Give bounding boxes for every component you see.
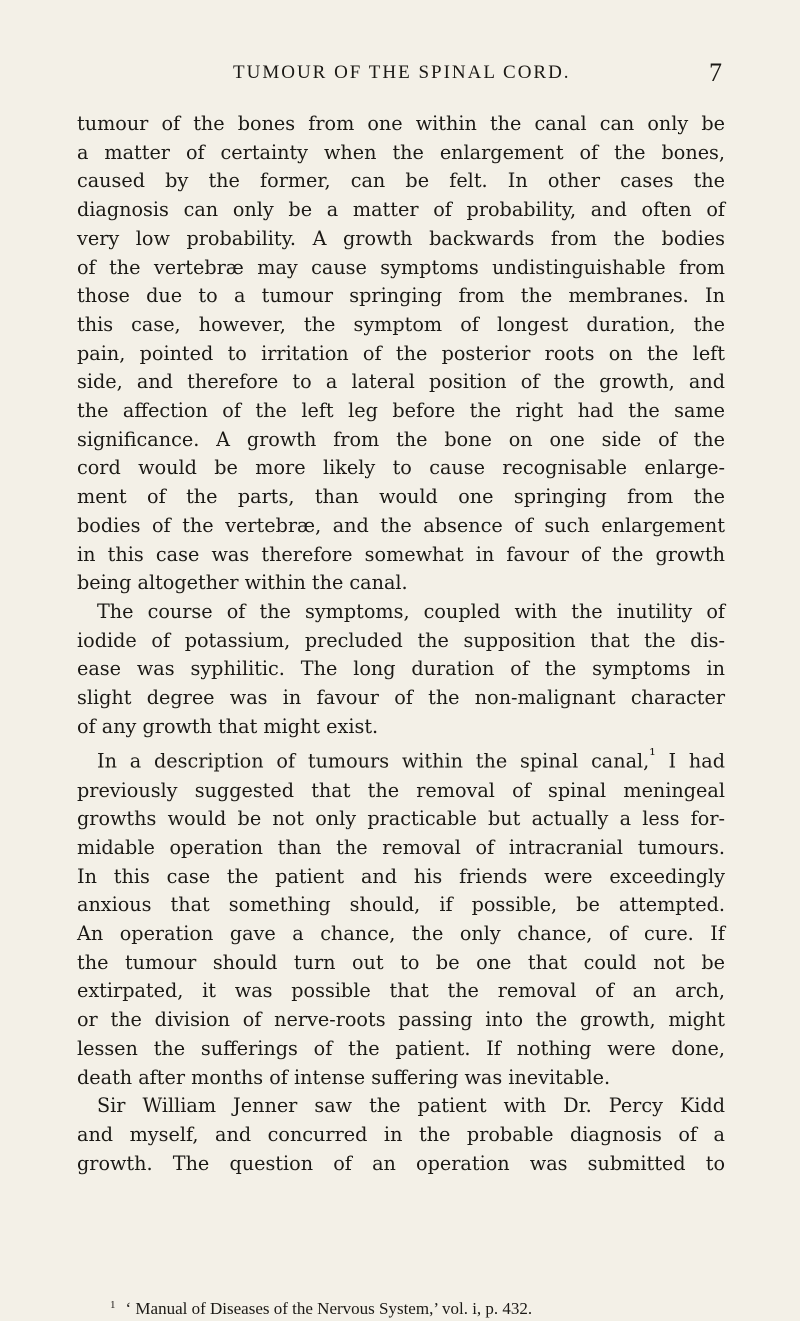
text-line: this case, however, the symptom of longest duration, the <box>77 312 725 336</box>
footnote-reference: ¹ <box>649 745 656 765</box>
text-line: growths would be not only practicable but actually a less for- <box>77 807 725 831</box>
paragraph-end-line: of any growth that might exist. <box>77 714 379 738</box>
text-line: pain, pointed to irritation of the posterior roots on the left <box>77 341 725 365</box>
text-line: An operation gave a chance, the only chance, of cure. If <box>77 922 725 946</box>
page-number: 7 <box>709 58 722 87</box>
text-line: of the vertebræ may cause symptoms undistinguishable from <box>77 255 725 279</box>
footnote-marker: 1 <box>110 1299 116 1311</box>
paragraph-end-line: death after months of intense suffering was inevitable. <box>77 1065 611 1089</box>
text-line: iodide of potassium, precluded the supposition that the dis- <box>77 628 725 652</box>
paragraph-start-line: Sir William Jenner saw the patient with Dr. Percy Kidd <box>97 1094 725 1118</box>
text-line: In this case the patient and his friends were exceedingly <box>77 864 725 888</box>
text-line: anxious that something should, if possible, be attempted. <box>77 893 725 917</box>
paragraph-start-line <box>77 741 725 776</box>
text-line: diagnosis can only be a matter of probability, and often of <box>77 198 725 222</box>
text-line: ment of the parts, than would one springing from the <box>77 485 725 509</box>
text-line: and myself, and concurred in the probable diagnosis of a <box>77 1123 725 1146</box>
text-line: tumour of the bones from one within the canal can only be <box>77 112 725 135</box>
footnote-text: ‘ Manual of Diseases of the Nervous System,’ vol. i, p. 432. <box>125 1299 533 1318</box>
text-line: a matter of certainty when the enlargement of the bones, <box>77 140 725 164</box>
text-line: slight degree was in favour of the non-malignant character <box>77 686 725 710</box>
body-text <box>77 110 725 1178</box>
running-title: TUMOUR OF THE SPINAL CORD. <box>233 62 571 83</box>
footnote <box>110 1295 532 1319</box>
text-line: or the division of nerve-roots passing into the growth, might <box>77 1008 725 1032</box>
text-line: previously suggested that the removal of spinal meningeal <box>77 778 725 802</box>
text-line: the affection of the left leg before the right had the same <box>77 399 725 423</box>
running-head <box>0 58 800 92</box>
paragraph-start-line: The course of the symptoms, coupled with the inutility of <box>97 599 725 623</box>
text-line: those due to a tumour springing from the membranes. In <box>77 284 725 308</box>
text-line: bodies of the vertebræ, and the absence of such enlargement <box>77 513 725 537</box>
text-segment: In a description of tumours within the spinal canal, <box>97 749 650 773</box>
text-line: the tumour should turn out to be one that could not be <box>77 950 725 974</box>
text-line: extirpated, it was possible that the removal of an arch, <box>77 979 725 1003</box>
paragraph-end-line: being altogether within the canal. <box>77 571 408 595</box>
text-line: very low probability. A growth backwards from the bodies <box>77 226 725 250</box>
text-segment: I had <box>655 749 726 773</box>
text-line: ease was syphilitic. The long duration of the symptoms in <box>77 657 725 681</box>
text-line: in this case was therefore somewhat in favour of the growth <box>77 542 725 566</box>
text-line: lessen the sufferings of the patient. If nothing were done, <box>77 1036 725 1060</box>
text-line: midable operation than the removal of intracranial tumours. <box>77 835 725 859</box>
text-line: side, and therefore to a lateral position of the growth, and <box>77 370 725 394</box>
text-line: cord would be more likely to cause recognisable enlarge- <box>77 456 725 480</box>
text-line: significance. A growth from the bone on one side of the <box>77 427 725 451</box>
text-line: caused by the former, can be felt. In other cases the <box>77 169 725 193</box>
text-line: growth. The question of an operation was submitted to <box>77 1151 725 1175</box>
